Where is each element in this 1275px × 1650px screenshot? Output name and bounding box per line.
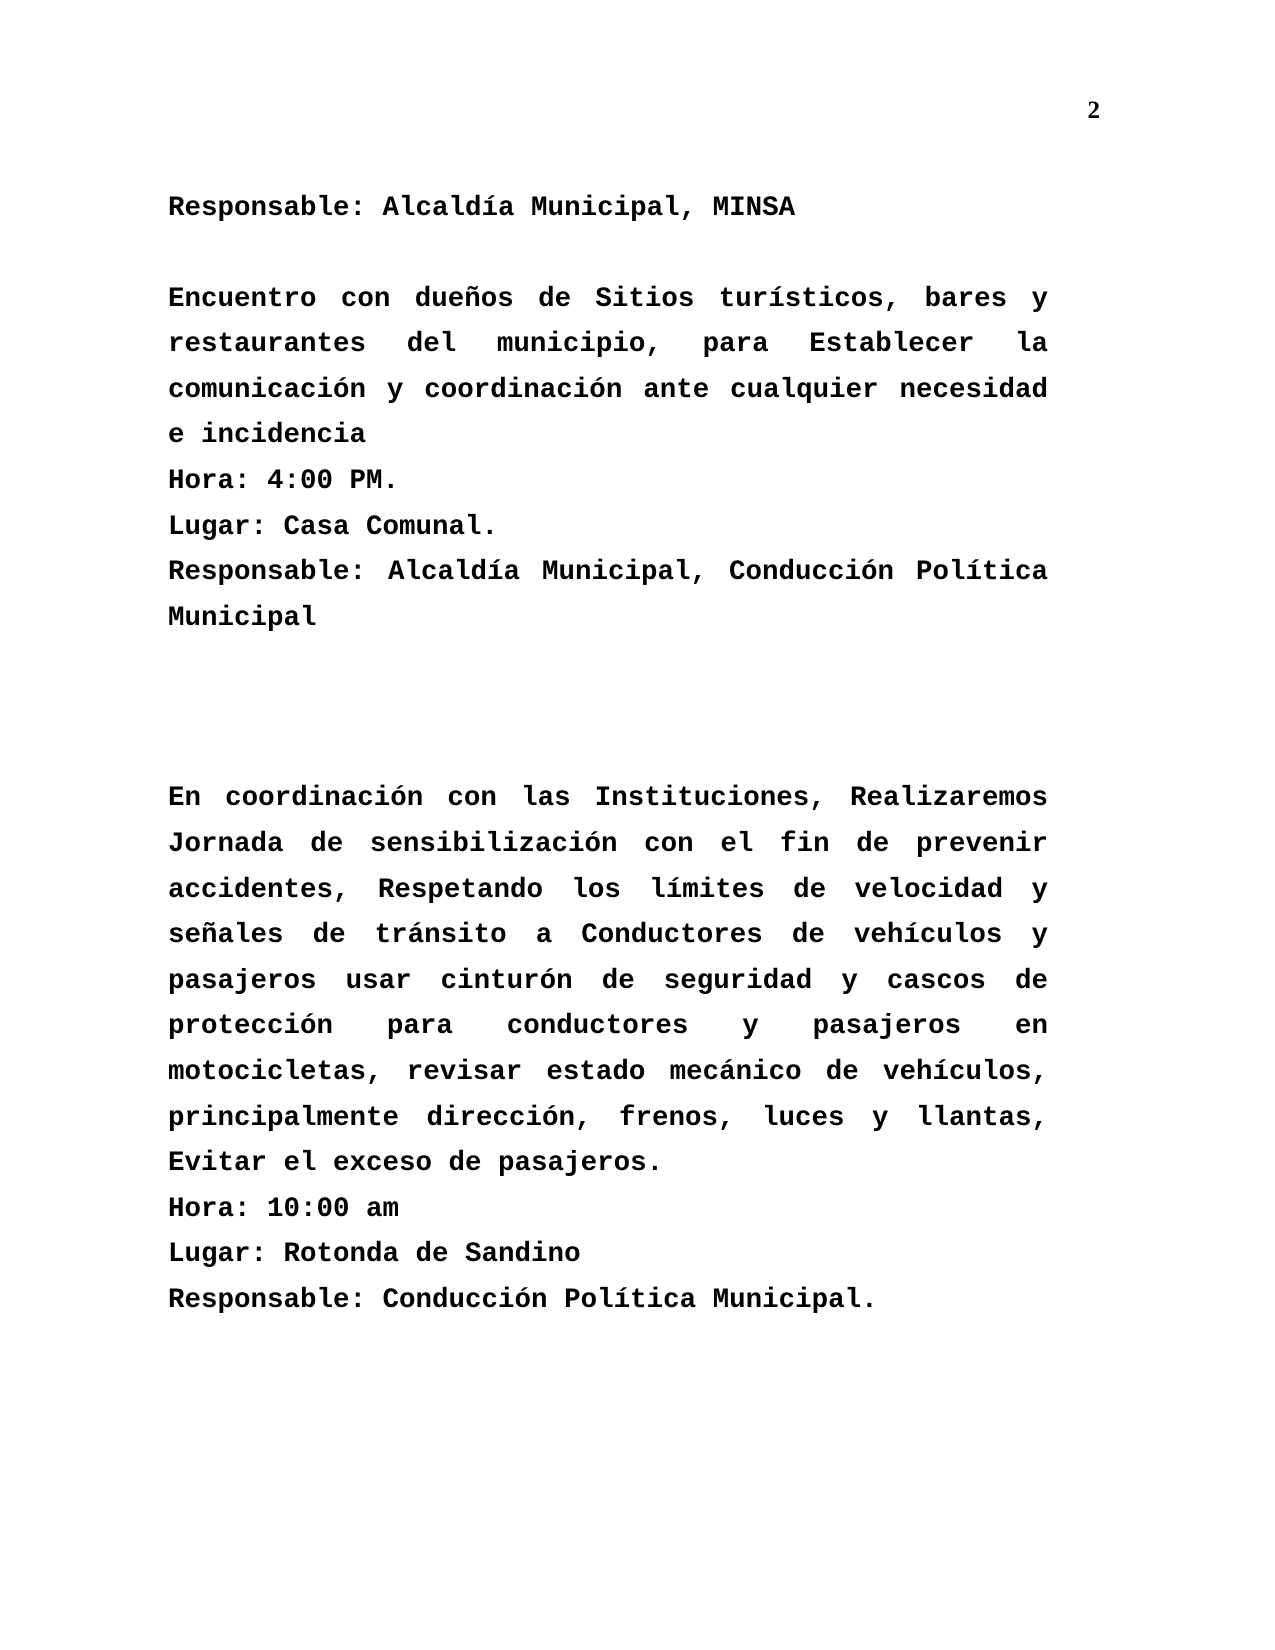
responsable-paragraph-conduccion-politica: Responsable: Alcaldía Municipal, Conducción Política Municipal [168,557,1048,634]
page-number: 2 [1087,97,1100,124]
hora-line-first: Hora: 4:00 PM. [168,465,400,497]
paragraph-encuentro-sitios-turisticos: Encuentro con dueños de Sitios turísticos, bares y restaurantes del municipio, para Establecer la comunicación y coordinación ante cualquier necesidad e incidencia [168,283,1048,452]
paragraph-jornada-sensibilizacion: En coordinación con las Instituciones, Realizaremos Jornada de sensibilización con el fin de prevenir accidentes, Respetando los límites de velocidad y señales de tránsito a Conductores de vehículos y pasajeros usar cinturón de seguridad y cascos de protección para conductores y pasajeros en motocicletas, revisar estado mecánico de vehículos, principalmente dirección, frenos, luces y llantas, Evitar el exceso de pasajeros. [168,783,1048,1180]
responsable-line-conduccion-politica: Responsable: Conducción Política Municipal. [168,1284,878,1316]
document-body [168,186,1048,1323]
hora-line-second: Hora: 10:00 am [168,1193,400,1225]
responsable-line-minsa: Responsable: Alcaldía Municipal, MINSA [168,193,796,224]
paragraph-spacer [168,232,1048,277]
section-spacer [168,641,1048,776]
lugar-line-casa-comunal: Lugar: Casa Comunal. [168,511,499,543]
lugar-line-rotonda-sandino: Lugar: Rotonda de Sandino [168,1239,581,1271]
